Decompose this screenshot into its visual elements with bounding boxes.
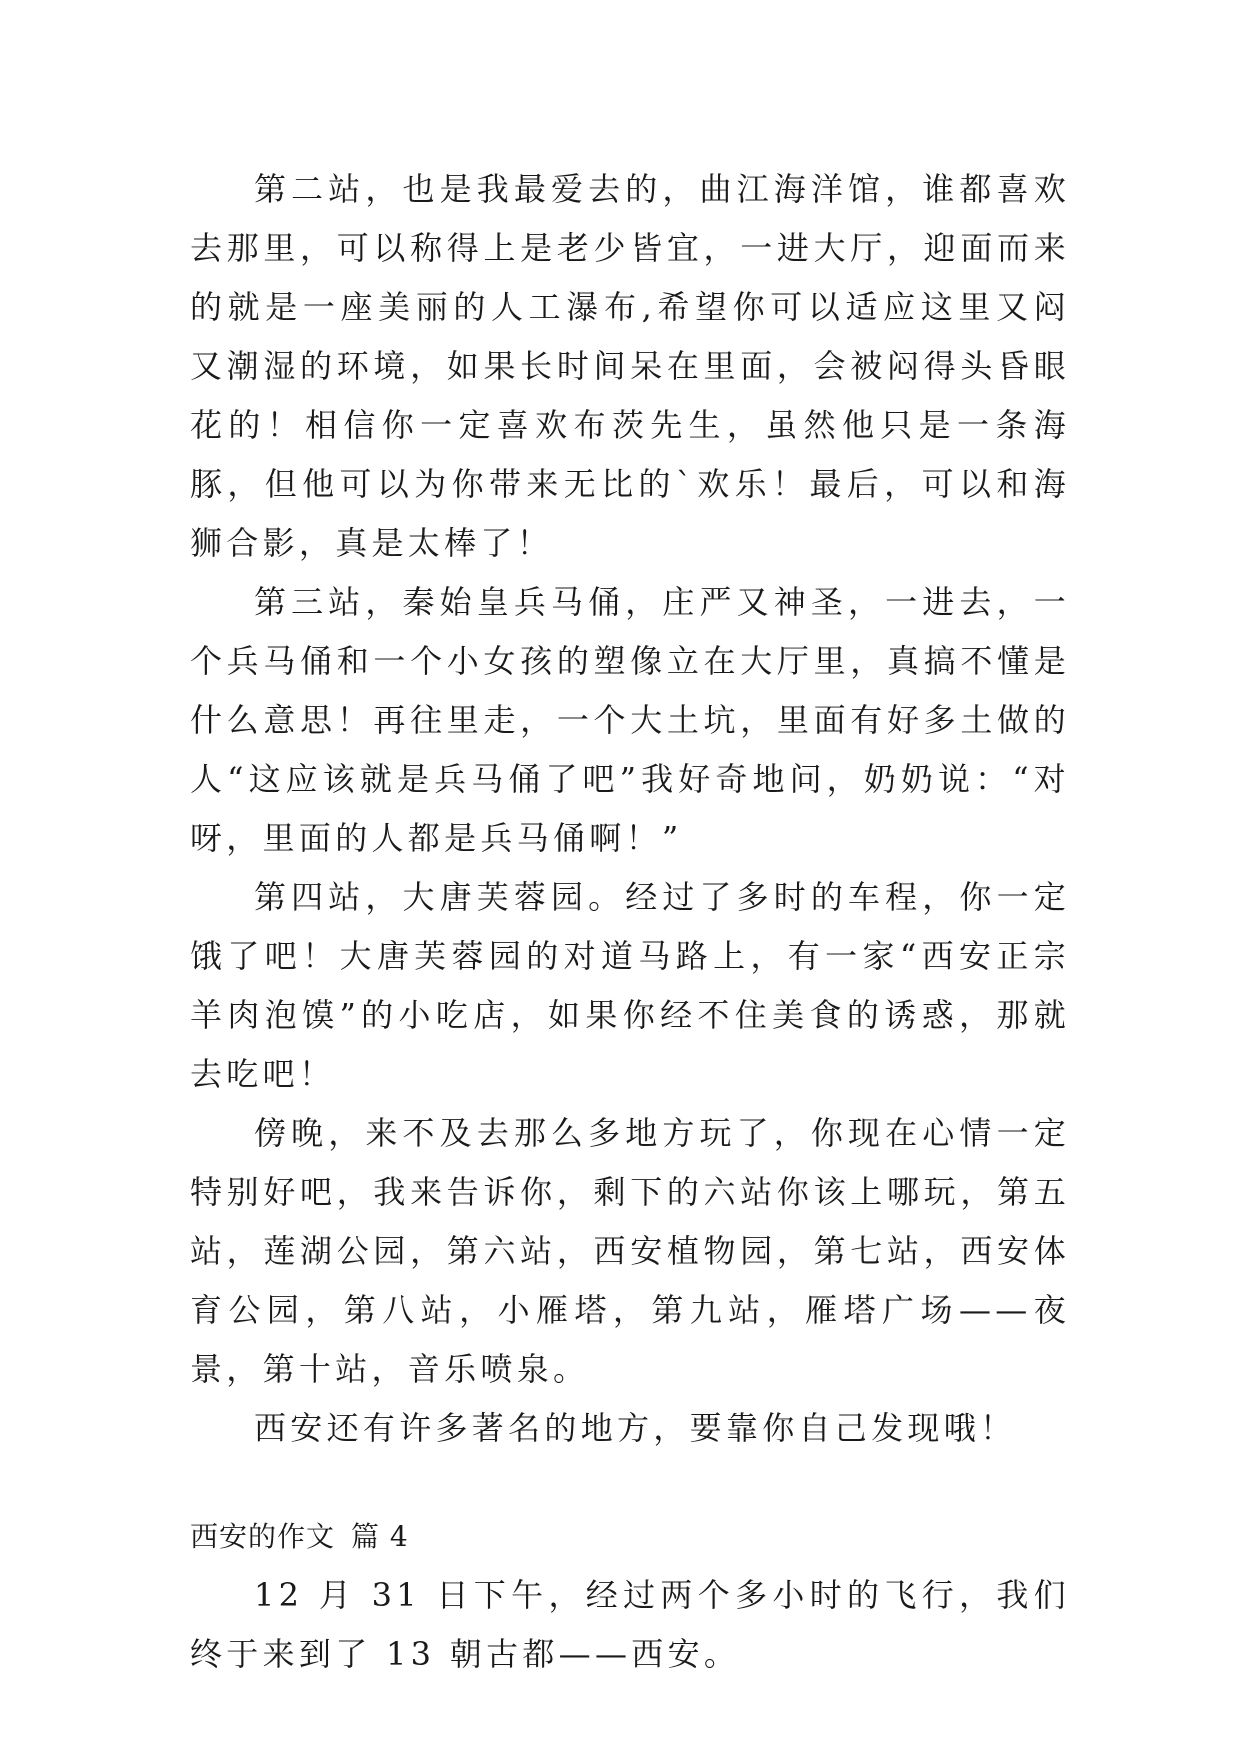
paragraph-aquarium: 第二站，也是我最爱去的，曲江海洋馆，谁都喜欢去那里，可以称得上是老少皆宜，一进大厅，迎面而来的就是一座美丽的人工瀑布,希望你可以适应这里又闷又潮湿的环境，如果长时间呆在里面，会被闷得头昏眼花的！相信你一定喜欢布茨先生，虽然他只是一条海豚，但他可以为你带来无比的`欢乐！最后，可以和海狮合影，真是太棒了！: [190, 170, 1070, 562]
section-label: 篇 4: [351, 1520, 409, 1553]
paragraph-terracotta: 第三站，秦始皇兵马俑，庄严又神圣，一进去，一个兵马俑和一个小女孩的塑像立在大厅里，真搞不懂是什么意思！再往里走，一个大土坑，里面有好多土做的人“这应该就是兵马俑了吧”我好奇地问，奶奶说：“对呀，里面的人都是兵马俑啊！”: [190, 583, 1070, 857]
document-page: [190, 160, 1070, 1684]
paragraph-arrival: 12 月 31 日下午，经过两个多小时的飞行，我们终于来到了 13 朝古都——西安。: [190, 1576, 1070, 1673]
paragraph-evening-stops: 傍晚，来不及去那么多地方玩了，你现在心情一定特别好吧，我来告诉你，剩下的六站你该上哪玩，第五站，莲湖公园，第六站，西安植物园，第七站，西安体育公园，第八站，小雁塔，第九站，雁塔广场——夜景，第十站，音乐喷泉。: [190, 1114, 1070, 1388]
paragraph-furong-garden: 第四站，大唐芙蓉园。经过了多时的车程，你一定饿了吧！大唐芙蓉园的对道马路上，有一家“西安正宗羊肉泡馍”的小吃店，如果你经不住美食的诱惑，那就去吃吧！: [190, 878, 1070, 1093]
paragraph-closing: 西安还有许多著名的地方，要靠你自己发现哦！: [254, 1409, 1017, 1447]
section-title: 西安的作文: [190, 1520, 336, 1553]
section-heading: [190, 1507, 1070, 1566]
